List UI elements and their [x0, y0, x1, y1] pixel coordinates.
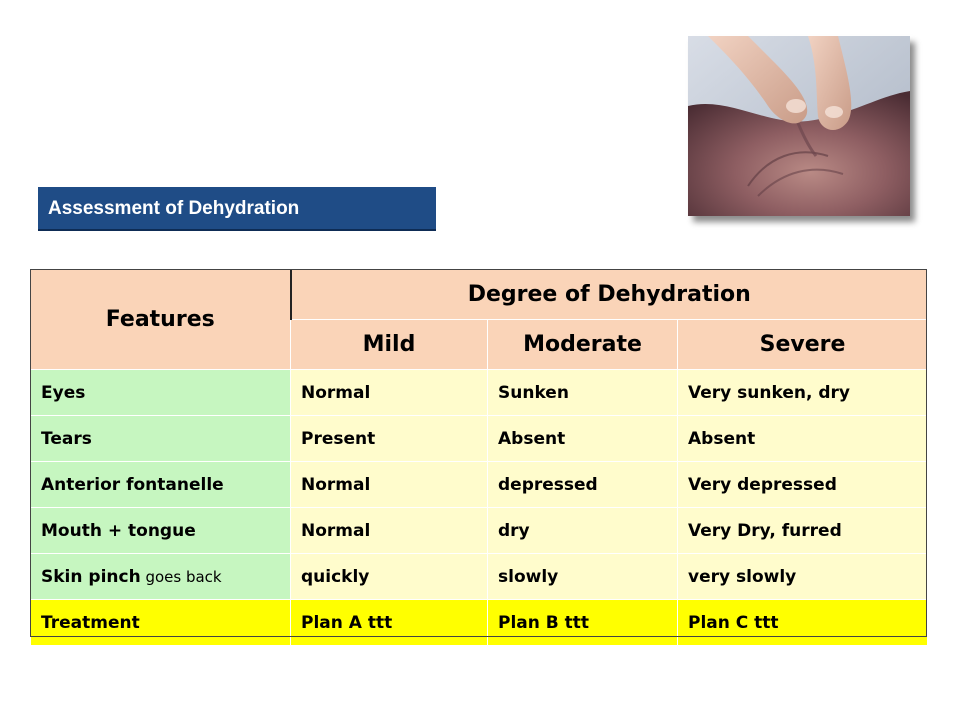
severe-cell: Absent — [678, 416, 928, 462]
treatment-severe: Plan C ttt — [678, 600, 928, 646]
dehydration-assessment-table — [30, 269, 928, 646]
mild-cell: Normal — [291, 462, 488, 508]
treatment-label: Treatment — [31, 600, 291, 646]
table-row — [31, 508, 928, 554]
severe-cell: Very Dry, furred — [678, 508, 928, 554]
moderate-cell: dry — [488, 508, 678, 554]
treatment-row — [31, 600, 928, 646]
moderate-cell: Absent — [488, 416, 678, 462]
moderate-cell: Sunken — [488, 370, 678, 416]
feature-cell: Eyes — [31, 370, 291, 416]
skin-pinch-illustration — [688, 36, 910, 216]
mild-cell: quickly — [291, 554, 488, 600]
moderate-cell: slowly — [488, 554, 678, 600]
table-row — [31, 370, 928, 416]
feature-cell: Tears — [31, 416, 291, 462]
severe-cell: very slowly — [678, 554, 928, 600]
severe-cell: Very sunken, dry — [678, 370, 928, 416]
severe-cell: Very depressed — [678, 462, 928, 508]
skin-pinch-photo-icon — [688, 36, 910, 216]
treatment-mild: Plan A ttt — [291, 600, 488, 646]
mild-cell: Present — [291, 416, 488, 462]
moderate-cell: depressed — [488, 462, 678, 508]
feature-cell: Mouth + tongue — [31, 508, 291, 554]
mild-cell: Normal — [291, 508, 488, 554]
features-header: Features — [31, 270, 291, 370]
table-row — [31, 416, 928, 462]
feature-cell: Skin pinch goes back — [31, 554, 291, 600]
treatment-moderate: Plan B ttt — [488, 600, 678, 646]
level-moderate-header: Moderate — [488, 320, 678, 370]
table-row — [31, 462, 928, 508]
level-mild-header: Mild — [291, 320, 488, 370]
level-severe-header: Severe — [678, 320, 928, 370]
table-row — [31, 554, 928, 600]
degree-header: Degree of Dehydration — [291, 270, 928, 320]
feature-cell: Anterior fontanelle — [31, 462, 291, 508]
feature-note: goes back — [140, 567, 222, 586]
slide-title: Assessment of Dehydration — [38, 187, 436, 231]
mild-cell: Normal — [291, 370, 488, 416]
